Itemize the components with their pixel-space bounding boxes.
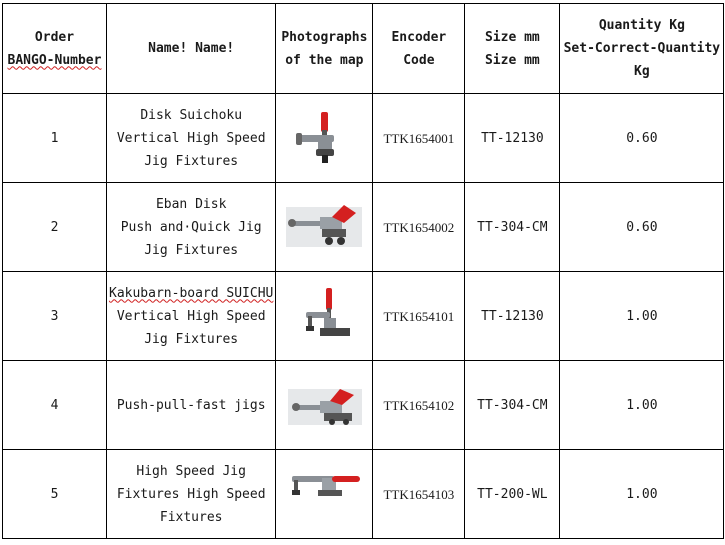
name-line: Push-pull-fast jigs <box>116 397 266 413</box>
quantity-cell: 1.00 <box>560 272 724 361</box>
size-cell: TT-12130 <box>465 272 560 361</box>
name-line: Push and·Quick Jig <box>120 219 262 235</box>
name-line: Vertical High Speed <box>116 308 266 324</box>
name-line: High Speed Jig <box>136 463 246 479</box>
header-photo <box>276 4 373 94</box>
name-cell <box>107 272 276 361</box>
name-line <box>109 104 273 127</box>
order-cell: 2 <box>3 183 107 272</box>
name-cell <box>107 450 276 539</box>
header-size <box>465 4 560 94</box>
encoder-code-cell: TTK1654002 <box>373 183 465 272</box>
photo-cell <box>276 183 373 272</box>
name-text: Disk Suichoku <box>140 107 243 123</box>
vertical-toggle-clamp-icon <box>284 286 364 346</box>
size-cell: TT-200-WL <box>465 450 560 539</box>
name-line: Eban Disk <box>155 196 227 212</box>
header-size-line2: Size mm <box>484 52 540 68</box>
header-order <box>3 4 107 94</box>
photo-cell <box>276 94 373 183</box>
header-quantity-line3: Kg <box>634 64 650 79</box>
name-cell <box>107 183 276 272</box>
name-line: Kakubarn-board SUICHU <box>109 285 274 301</box>
name-line: Fixtures High Speed <box>116 486 266 502</box>
table-row <box>3 361 724 450</box>
size-cell: TT-12130 <box>465 94 560 183</box>
table-row <box>3 183 724 272</box>
vertical-toggle-clamp-icon <box>284 108 364 168</box>
header-encoder <box>373 4 465 94</box>
header-quantity-line2: Set-Correct-Quantity <box>563 41 721 56</box>
photo-cell <box>276 361 373 450</box>
encoder-code-cell: TTK1654102 <box>373 361 465 450</box>
order-cell: 4 <box>3 361 107 450</box>
header-order-line2: BANGO-Number <box>7 52 102 68</box>
header-encoder-line2: Code <box>403 52 435 68</box>
name-line: Fixtures <box>159 509 223 525</box>
order-cell: 1 <box>3 94 107 183</box>
encoder-code-cell: TTK1654101 <box>373 272 465 361</box>
quantity-cell: 0.60 <box>560 183 724 272</box>
table-row <box>3 450 724 539</box>
header-size-line1: Size mm <box>484 29 540 45</box>
header-photo-line1: Photographs <box>281 29 368 45</box>
quantity-cell: 1.00 <box>560 361 724 450</box>
horizontal-toggle-clamp-icon <box>284 464 364 524</box>
header-order-line1: Order <box>34 29 75 45</box>
name-cell <box>107 94 276 183</box>
size-cell: TT-304-CM <box>465 361 560 450</box>
quantity-cell: 1.00 <box>560 450 724 539</box>
order-cell: 3 <box>3 272 107 361</box>
order-cell: 5 <box>3 450 107 539</box>
name-line: Jig Fixtures <box>144 242 239 258</box>
header-quantity <box>560 4 724 94</box>
name-line: Jig Fixtures <box>144 331 239 347</box>
photo-cell <box>276 272 373 361</box>
header-name <box>107 4 276 94</box>
size-cell: TT-304-CM <box>465 183 560 272</box>
header-row <box>3 4 724 94</box>
encoder-code-cell: TTK1654001 <box>373 94 465 183</box>
push-pull-clamp-icon <box>284 197 364 257</box>
name-cell <box>107 361 276 450</box>
header-quantity-line1: Quantity Kg <box>598 18 685 33</box>
name-line: Jig Fixtures <box>144 153 239 169</box>
push-pull-clamp-icon <box>284 375 364 435</box>
product-table <box>2 3 724 539</box>
name-line: Vertical High Speed <box>116 130 266 146</box>
header-photo-line2: of the map <box>285 52 364 68</box>
header-encoder-line1: Encoder <box>391 29 447 45</box>
quantity-cell: 0.60 <box>560 94 724 183</box>
table-row <box>3 272 724 361</box>
header-name-label: Name! Name! <box>148 41 235 56</box>
table-row <box>3 94 724 183</box>
photo-cell <box>276 450 373 539</box>
encoder-code-cell: TTK1654103 <box>373 450 465 539</box>
